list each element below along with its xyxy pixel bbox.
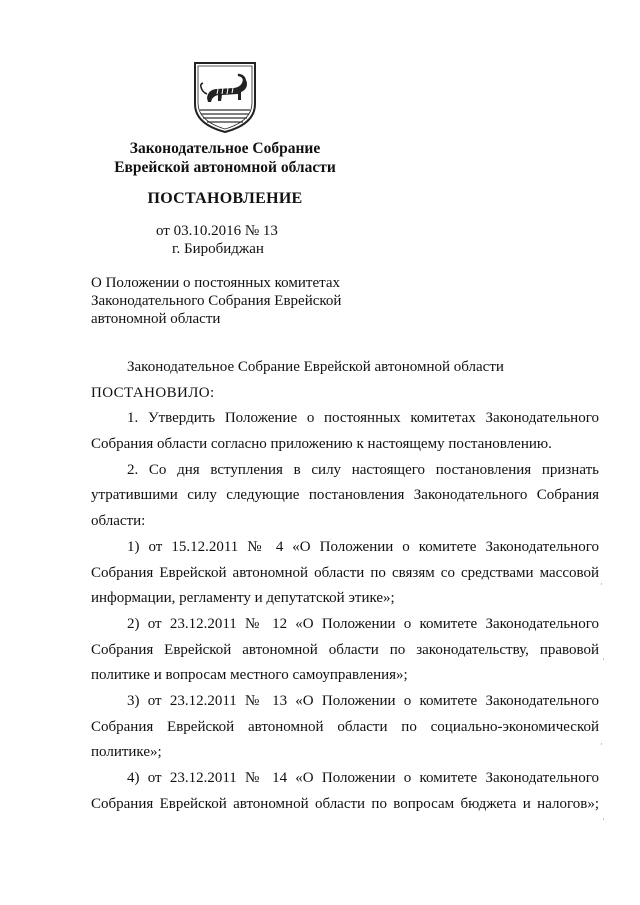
item-1-text: Собрания области согласно приложению к настоящему постановлению. (91, 436, 552, 453)
document-body (91, 355, 599, 817)
subitem-3-text: Собрания Еврейской автономной области по социально-экономической (91, 718, 599, 735)
subitem-4-text: Собрания Еврейской автономной области по вопросам бюджета и налогов»; (91, 795, 599, 812)
scan-mark: · (600, 580, 603, 590)
item-2-text: утратившими силу следующие постановления Законодательного Собрания (91, 487, 599, 504)
subitem-2-text: 2) от 23.12.2011 № 12 «О Положении о комитете Законодательного (127, 615, 599, 632)
subject-line: Законодательного Собрания Еврейской (91, 293, 342, 309)
document-date-number: от 03.10.2016 № 13 (156, 223, 278, 239)
coat-of-arms-tiger-icon (192, 60, 258, 134)
subitem-1-text: информации, регламенту и депутатской этике»; (91, 590, 395, 607)
subitem-2-text: политике и вопросам местного самоуправления»; (91, 667, 408, 684)
subject-line: О Положении о постоянных комитетах (91, 275, 341, 291)
item-2-text: области: (91, 513, 146, 530)
resolution-keyword: ПОСТАНОВИЛО: (91, 384, 215, 401)
subitem-2-text: Собрания Еврейской автономной области по законодательству, правовой (91, 641, 599, 658)
document-subject (91, 274, 341, 328)
scan-mark: · (600, 740, 603, 750)
document-city: г. Биробиджан (172, 241, 264, 257)
scan-mark: · (602, 655, 605, 665)
organization-name-line1: Законодательное Собрание (129, 140, 321, 157)
item-2-text: 2. Со дня вступления в силу настоящего постановления признать (127, 461, 599, 478)
document-type-title: ПОСТАНОВЛЕНИЕ (147, 190, 303, 207)
subitem-3-text: 3) от 23.12.2011 № 13 «О Положении о комитете Законодательного (127, 692, 599, 709)
scan-mark: · (602, 815, 605, 825)
subitem-4-text: 4) от 23.12.2011 № 14 «О Положении о комитете Законодательного (127, 770, 599, 786)
organization-name-line2: Еврейской автономной области (114, 159, 336, 176)
subject-line: автономной области (91, 311, 221, 327)
item-1-text: 1. Утвердить Положение о постоянных комитетах Законодательного (127, 410, 599, 427)
subitem-3-text: политике»; (91, 744, 162, 761)
subitem-1-text: 1) от 15.12.2011 № 4 «О Положении о комитете Законодательного (127, 538, 599, 555)
subitem-1-text: Собрания Еврейской автономной области по связям со средствами массовой (91, 564, 599, 581)
preamble-line: Законодательное Собрание Еврейской автономной области (127, 359, 504, 375)
